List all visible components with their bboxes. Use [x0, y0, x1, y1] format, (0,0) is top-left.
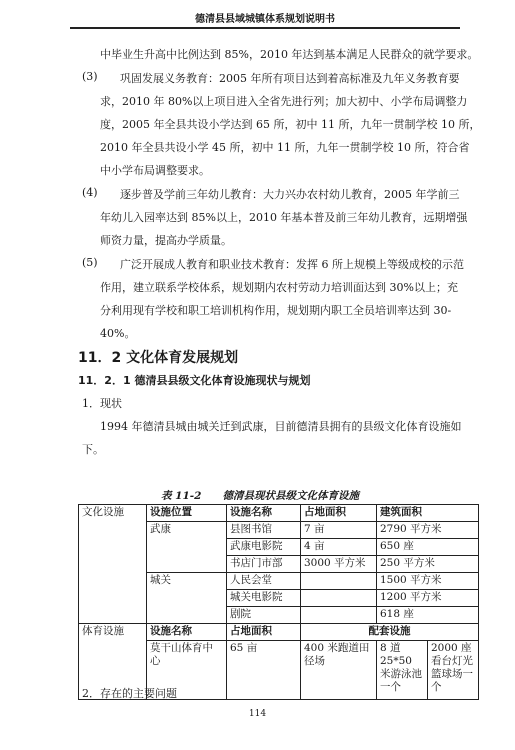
header-cell: 占地面积: [227, 624, 301, 641]
table-cell: 县图书馆: [227, 522, 301, 539]
table-header-row: [79, 505, 479, 522]
subsection-heading: 11．2．1 德清县县级文化体育设施现状与规划: [78, 374, 311, 387]
header-cell: 设施位置: [147, 505, 227, 522]
table-row: [79, 556, 479, 573]
subheading-problems: 2．存在的主要问题: [82, 687, 177, 700]
header-cell: 占地面积: [301, 505, 377, 522]
header-rule: [70, 27, 460, 28]
body-line: 40%。: [100, 327, 136, 340]
facilities-table: [78, 504, 479, 700]
table-cell: 城关电影院: [227, 590, 301, 607]
table-cell: 1500 平方米: [377, 573, 479, 590]
table-cell: 1200 平方米: [377, 590, 479, 607]
body-line: 下。: [82, 443, 104, 456]
location-cell: 城关: [147, 573, 227, 590]
item-number: (5): [82, 256, 98, 269]
body-line: 1994 年德清县城由城关迁到武康，目前德清县拥有的县级文化体育设施如: [100, 420, 462, 433]
body-line: 2010 年全县共设小学 45 所，初中 11 所，九年一贯制学校 10 所，符合省: [100, 141, 470, 154]
table-cell: [301, 607, 377, 624]
header-cell: 设施名称: [147, 624, 227, 641]
section-heading: 11．2 文化体育发展规划: [78, 350, 239, 366]
table-cell: 7 亩: [301, 522, 377, 539]
body-line: 中小学布局调整要求。: [100, 164, 210, 177]
body-line: 年幼儿入园率达到 85%以上，2010 年基本普及前三年幼儿教育，远期增强: [100, 211, 468, 224]
table-cell: 剧院: [227, 607, 301, 624]
table-cell: 2000 座看台灯光篮球场一个: [428, 641, 479, 700]
body-line: 作用，建立联系学校体系，规划期内农村劳动力培训面达到 30%以上；充: [100, 281, 458, 294]
table-cell: [301, 573, 377, 590]
header-cell: 建筑面积: [377, 505, 479, 522]
table-cell: 人民会堂: [227, 573, 301, 590]
table-cell: 2790 平方米: [377, 522, 479, 539]
table-cell: 书店门市部: [227, 556, 301, 573]
body-line: 度，2005 年全县共设小学达到 65 所，初中 11 所，九年一贯制学校 10 所，: [100, 118, 481, 131]
item-number: (3): [82, 70, 98, 83]
body-line: 逐步普及学前三年幼儿教育：大力兴办农村幼儿教育，2005 年学前三: [120, 188, 460, 201]
table-row: [79, 590, 479, 607]
table-cell: 650 座: [377, 539, 479, 556]
table-header-row: [79, 624, 479, 641]
table-row: [79, 522, 479, 539]
subheading-status: 1．现状: [82, 397, 122, 410]
table-row: [79, 573, 479, 590]
table-cell: 250 平方米: [377, 556, 479, 573]
header-cell: 配套设施: [301, 624, 479, 641]
body-line: 求，2010 年 80%以上项目进入全省先进行列；加大初中、小学布局调整力: [100, 95, 468, 108]
category-cell: 文化设施: [79, 505, 147, 522]
body-line: 师资力量，提高办学质量。: [100, 234, 232, 247]
table-caption: 表 11-2 德清县现状县级文化体育设施: [161, 490, 359, 502]
page-number: 114: [248, 709, 267, 719]
table-cell: 4 亩: [301, 539, 377, 556]
body-line: 巩固发展义务教育：2005 年所有项目达到着高标准及九年义务教育要: [120, 72, 460, 85]
body-line: 中毕业生升高中比例达到 85%，2010 年达到基本满足人民群众的就学要求。: [100, 48, 479, 61]
page-header: 德清县县域城镇体系规划说明书: [70, 10, 460, 29]
table-cell: 3000 平方米: [301, 556, 377, 573]
table-row: [79, 607, 479, 624]
table-row: [79, 539, 479, 556]
table-cell: 8 道 25*50 米游泳池一个: [377, 641, 428, 700]
table-cell: 武康电影院: [227, 539, 301, 556]
table-cell: 400 米跑道田径场: [301, 641, 377, 700]
header-cell: 设施名称: [227, 505, 301, 522]
body-line: 广泛开展成人教育和职业技术教育：发挥 6 所上规模上等级成校的示范: [120, 258, 464, 271]
location-cell: 武康: [147, 522, 227, 539]
category-cell: 体育设施: [79, 624, 147, 641]
table-cell: 莫干山体育中心: [147, 641, 227, 700]
table-cell: 65 亩: [227, 641, 301, 700]
body-line: 分利用现有学校和职工培训机构作用，规划期内职工全员培训率达到 30-: [100, 304, 452, 317]
item-number: (4): [82, 186, 98, 199]
table-cell: [301, 590, 377, 607]
table-cell: 618 座: [377, 607, 479, 624]
